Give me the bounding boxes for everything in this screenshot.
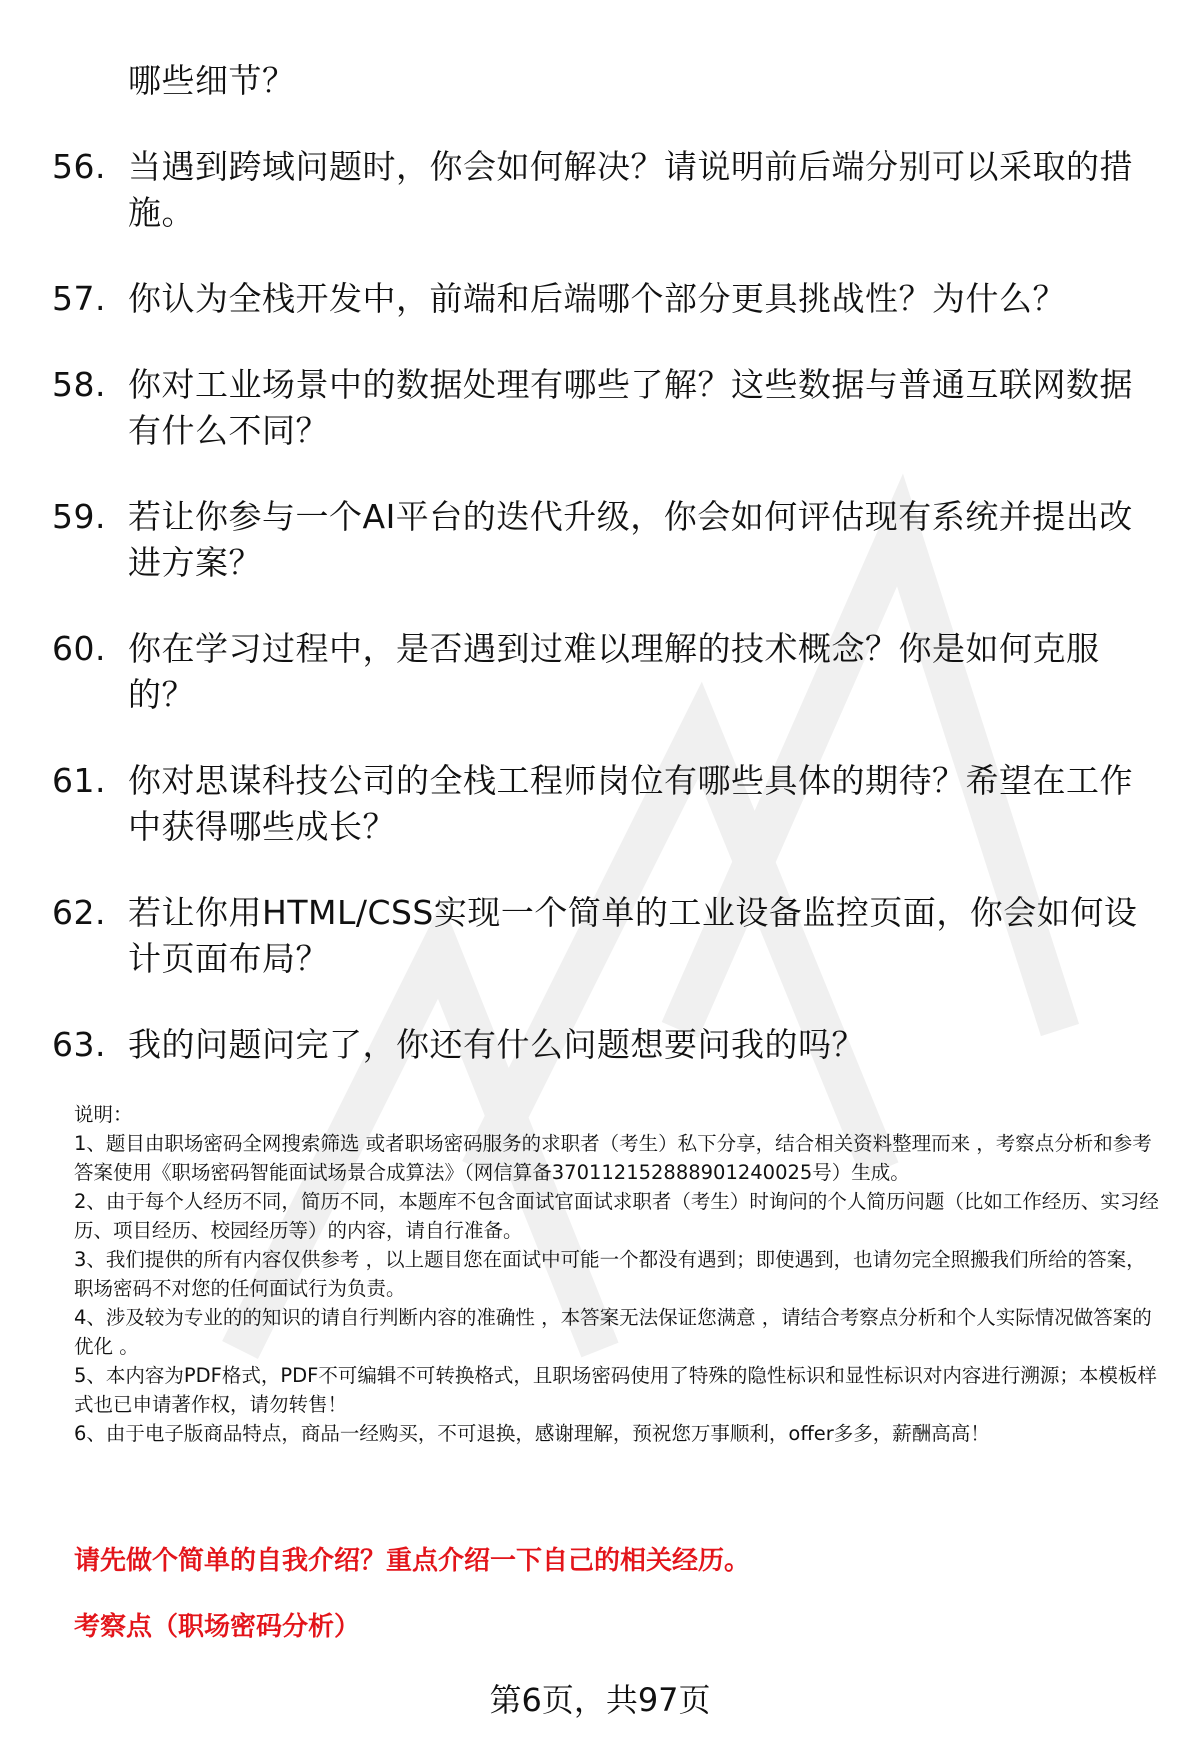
question-item bbox=[52, 890, 1152, 982]
question-number: 62. bbox=[52, 893, 106, 932]
note-item: 5、本内容为PDF格式，PDF不可编辑不可转换格式，且职场密码使用了特殊的隐性标识和显性标识对内容进行溯源；本模板样式也已申请著作权，请勿转售！ bbox=[74, 1364, 1157, 1416]
question-text: 你对工业场景中的数据处理有哪些了解？这些数据与普通互联网数据有什么不同？ bbox=[128, 365, 1133, 450]
question-number: 58. bbox=[52, 365, 106, 404]
question-text: 你认为全栈开发中，前端和后端哪个部分更具挑战性？为什么？ bbox=[128, 279, 1066, 318]
question-number: 60. bbox=[52, 629, 106, 668]
question-item bbox=[52, 1022, 1152, 1068]
question-text: 我的问题问完了，你还有什么问题想要问我的吗？ bbox=[128, 1025, 865, 1064]
question-number: 57. bbox=[52, 279, 106, 318]
section-question-heading: 请先做个简单的自我介绍？重点介绍一下自己的相关经历。 bbox=[74, 1546, 751, 1576]
section-subtitle: 考察点（职场密码分析） bbox=[74, 1612, 361, 1642]
question-text: 当遇到跨域问题时，你会如何解决？请说明前后端分别可以采取的措施。 bbox=[128, 147, 1133, 232]
question-item bbox=[52, 276, 1152, 322]
notes-title: 说明： bbox=[74, 1103, 133, 1126]
question-text: 你在学习过程中，是否遇到过难以理解的技术概念？你是如何克服的？ bbox=[128, 629, 1100, 714]
question-item bbox=[52, 362, 1152, 454]
question-text: 你对思谋科技公司的全栈工程师岗位有哪些具体的期待？希望在工作中获得哪些成长？ bbox=[128, 761, 1133, 846]
question-number: 56. bbox=[52, 147, 106, 186]
question-item bbox=[52, 494, 1152, 586]
question-list bbox=[52, 58, 1152, 1068]
note-item: 4、涉及较为专业的的知识的请自行判断内容的准确性 ，本答案无法保证您满意 ，请结合考察点分析和个人实际情况做答案的优化 。 bbox=[74, 1306, 1152, 1358]
note-item: 6、由于电子版商品特点，商品一经购买，不可退换，感谢理解，预祝您万事顺利，offer多多，薪酬高高！ bbox=[74, 1422, 990, 1445]
notes-section bbox=[74, 1100, 1164, 1448]
question-text: 若让你用HTML/CSS实现一个简单的工业设备监控页面，你会如何设计页面布局？ bbox=[128, 893, 1138, 978]
question-number: 59. bbox=[52, 497, 106, 536]
page-number: 第6页，共97页 bbox=[489, 1681, 711, 1719]
note-item: 2、由于每个人经历不同，简历不同，本题库不包含面试官面试求职者（考生）时询问的个人简历问题（比如工作经历、实习经历、项目经历、校园经历等）的内容，请自行准备。 bbox=[74, 1190, 1159, 1242]
question-item bbox=[52, 626, 1152, 718]
continued-question-text: 哪些细节？ bbox=[128, 61, 296, 100]
question-text: 若让你参与一个AI平台的迭代升级，你会如何评估现有系统并提出改进方案？ bbox=[128, 497, 1133, 582]
question-number: 63. bbox=[52, 1025, 106, 1064]
note-item: 3、我们提供的所有内容仅供参考 ，以上题目您在面试中可能一个都没有遇到；即使遇到，也请勿完全照搬我们所给的答案，职场密码不对您的任何面试行为负责。 bbox=[74, 1248, 1146, 1300]
question-item bbox=[52, 758, 1152, 850]
question-number: 61. bbox=[52, 761, 106, 800]
question-item bbox=[52, 144, 1152, 236]
note-item: 1、题目由职场密码全网搜索筛选 或者职场密码服务的求职者（考生）私下分享，结合相关资料整理而来 ，考察点分析和参考答案使用《职场密码智能面试场景合成算法》（网信算备370112152888901240025号）生成。 bbox=[74, 1132, 1152, 1184]
